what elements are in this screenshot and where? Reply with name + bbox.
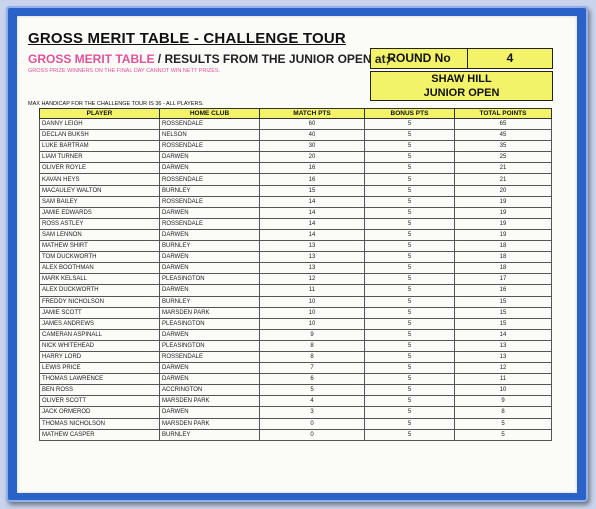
venue-box (370, 71, 553, 101)
bonus-pts-cell: 5 (365, 340, 455, 351)
table-row (40, 119, 552, 130)
match-pts-cell: 14 (260, 207, 365, 218)
club-cell: PLEASINGTON (160, 274, 260, 285)
match-pts-cell: 9 (260, 329, 365, 340)
round-box (370, 48, 553, 69)
club-cell: PLEASINGTON (160, 318, 260, 329)
venue-line-1: SHAW HILL (431, 73, 492, 85)
player-cell: KAVAN HEYS (40, 174, 160, 185)
player-cell: JAMIE EDWARDS (40, 207, 160, 218)
bonus-pts-cell: 5 (365, 274, 455, 285)
bonus-pts-cell: 5 (365, 429, 455, 440)
player-cell: MACAULEY WALTON (40, 185, 160, 196)
table-row (40, 207, 552, 218)
match-pts-cell: 20 (260, 152, 365, 163)
player-cell: HARRY LORD (40, 351, 160, 362)
club-cell: BURNLEY (160, 241, 260, 252)
match-pts-cell: 16 (260, 163, 365, 174)
table-row (40, 263, 552, 274)
player-cell: FREDDY NICHOLSON (40, 296, 160, 307)
club-cell: DARWEN (160, 263, 260, 274)
player-cell: LIAM TURNER (40, 152, 160, 163)
bonus-pts-cell: 5 (365, 141, 455, 152)
match-pts-cell: 10 (260, 318, 365, 329)
club-cell: BURNLEY (160, 296, 260, 307)
club-cell: BURNLEY (160, 185, 260, 196)
table-row (40, 152, 552, 163)
player-cell: MATHEW CASPER (40, 429, 160, 440)
total-points-cell: 13 (455, 351, 552, 362)
table-header-row (40, 109, 552, 119)
club-cell: DARWEN (160, 229, 260, 240)
prize-note: GROSS PRIZE WINNERS ON THE FINAL DAY CANNOT WIN NETT PRIZES. (28, 68, 221, 74)
club-cell: ROSSENDALE (160, 351, 260, 362)
bonus-pts-cell: 5 (365, 130, 455, 141)
total-points-cell: 65 (455, 119, 552, 130)
bonus-pts-cell: 5 (365, 252, 455, 263)
total-points-cell: 16 (455, 285, 552, 296)
player-cell: OLIVER SCOTT (40, 396, 160, 407)
table-row (40, 218, 552, 229)
handicap-note: MAX HANDICAP FOR THE CHALLENGE TOUR IS 36 - ALL PLAYERS. (28, 101, 204, 107)
match-pts-cell: 4 (260, 396, 365, 407)
player-cell: LUKE BARTRAM (40, 141, 160, 152)
match-pts-cell: 6 (260, 374, 365, 385)
table-row (40, 141, 552, 152)
club-cell: DARWEN (160, 285, 260, 296)
table-row (40, 296, 552, 307)
player-cell: MATHEW SHIRT (40, 241, 160, 252)
total-points-cell: 20 (455, 185, 552, 196)
bonus-pts-cell: 5 (365, 185, 455, 196)
table-row (40, 252, 552, 263)
club-cell: DARWEN (160, 207, 260, 218)
table-row (40, 363, 552, 374)
match-pts-cell: 3 (260, 407, 365, 418)
bonus-pts-cell: 5 (365, 174, 455, 185)
total-points-cell: 19 (455, 218, 552, 229)
total-points-cell: 13 (455, 340, 552, 351)
table-row (40, 174, 552, 185)
club-cell: MARSDEN PARK (160, 396, 260, 407)
player-cell: NICK WHITEHEAD (40, 340, 160, 351)
table-row (40, 429, 552, 440)
venue-line-2: JUNIOR OPEN (423, 87, 500, 99)
round-number: 4 (506, 51, 514, 65)
bonus-pts-cell: 5 (365, 296, 455, 307)
column-header-total-points: TOTAL POINTS (455, 109, 552, 119)
bonus-pts-cell: 5 (365, 318, 455, 329)
club-cell: NELSON (160, 130, 260, 141)
player-cell: ALEX BOOTHMAN (40, 263, 160, 274)
match-pts-cell: 10 (260, 296, 365, 307)
match-pts-cell: 60 (260, 119, 365, 130)
bonus-pts-cell: 5 (365, 407, 455, 418)
total-points-cell: 8 (455, 407, 552, 418)
total-points-cell: 15 (455, 296, 552, 307)
match-pts-cell: 30 (260, 141, 365, 152)
table-row (40, 241, 552, 252)
player-cell: LEWIS PRICE (40, 363, 160, 374)
player-cell: ALEX DUCKWORTH (40, 285, 160, 296)
match-pts-cell: 7 (260, 363, 365, 374)
table-row (40, 229, 552, 240)
subtitle-text: / RESULTS FROM THE JUNIOR OPEN at;- (154, 52, 394, 66)
match-pts-cell: 16 (260, 174, 365, 185)
match-pts-cell: 12 (260, 274, 365, 285)
match-pts-cell: 15 (260, 185, 365, 196)
column-header-match-pts: MATCH PTS (260, 109, 365, 119)
total-points-cell: 10 (455, 385, 552, 396)
table-row (40, 163, 552, 174)
total-points-cell: 18 (455, 252, 552, 263)
total-points-cell: 19 (455, 229, 552, 240)
player-cell: CAMERAN ASPINALL (40, 329, 160, 340)
player-cell: DANNY LEIGH (40, 119, 160, 130)
match-pts-cell: 5 (260, 385, 365, 396)
club-cell: DARWEN (160, 152, 260, 163)
club-cell: DARWEN (160, 374, 260, 385)
total-points-cell: 25 (455, 152, 552, 163)
club-cell: DARWEN (160, 329, 260, 340)
total-points-cell: 9 (455, 396, 552, 407)
player-cell: DECLAN BUKSH (40, 130, 160, 141)
match-pts-cell: 40 (260, 130, 365, 141)
total-points-cell: 12 (455, 363, 552, 374)
table-row (40, 340, 552, 351)
bonus-pts-cell: 5 (365, 152, 455, 163)
match-pts-cell: 0 (260, 418, 365, 429)
club-cell: DARWEN (160, 363, 260, 374)
bonus-pts-cell: 5 (365, 119, 455, 130)
total-points-cell: 21 (455, 174, 552, 185)
bonus-pts-cell: 5 (365, 418, 455, 429)
match-pts-cell: 13 (260, 252, 365, 263)
total-points-cell: 18 (455, 241, 552, 252)
player-cell: THOMAS LAWRENCE (40, 374, 160, 385)
club-cell: DARWEN (160, 407, 260, 418)
results-subtitle (28, 52, 394, 66)
total-points-cell: 5 (455, 418, 552, 429)
club-cell: PLEASINGTON (160, 340, 260, 351)
match-pts-cell: 14 (260, 218, 365, 229)
table-row (40, 407, 552, 418)
player-cell: THOMAS NICHOLSON (40, 418, 160, 429)
bonus-pts-cell: 5 (365, 374, 455, 385)
player-cell: OLIVER ROYLE (40, 163, 160, 174)
total-points-cell: 14 (455, 329, 552, 340)
bonus-pts-cell: 5 (365, 363, 455, 374)
bonus-pts-cell: 5 (365, 285, 455, 296)
table-row (40, 307, 552, 318)
total-points-cell: 11 (455, 374, 552, 385)
table-row (40, 351, 552, 362)
table-row (40, 185, 552, 196)
player-cell: SAM BAILEY (40, 196, 160, 207)
player-cell: BEN ROSS (40, 385, 160, 396)
match-pts-cell: 8 (260, 351, 365, 362)
club-cell: DARWEN (160, 252, 260, 263)
bonus-pts-cell: 5 (365, 241, 455, 252)
column-header-bonus-pts: BONUS PTS (365, 109, 455, 119)
table-row (40, 285, 552, 296)
column-header-club: HOME CLUB (160, 109, 260, 119)
match-pts-cell: 13 (260, 263, 365, 274)
bonus-pts-cell: 5 (365, 207, 455, 218)
table-body (40, 119, 552, 441)
player-cell: JACK ORMEROD (40, 407, 160, 418)
player-cell: JAMIE SCOTT (40, 307, 160, 318)
total-points-cell: 19 (455, 207, 552, 218)
match-pts-cell: 10 (260, 307, 365, 318)
player-cell: TOM DUCKWORTH (40, 252, 160, 263)
total-points-cell: 21 (455, 163, 552, 174)
match-pts-cell: 13 (260, 241, 365, 252)
match-pts-cell: 14 (260, 229, 365, 240)
table-row (40, 274, 552, 285)
bonus-pts-cell: 5 (365, 263, 455, 274)
club-cell: ROSSENDALE (160, 119, 260, 130)
table-row (40, 418, 552, 429)
table-row (40, 374, 552, 385)
table-row (40, 329, 552, 340)
club-cell: MARSDEN PARK (160, 418, 260, 429)
club-cell: BURNLEY (160, 429, 260, 440)
bonus-pts-cell: 5 (365, 351, 455, 362)
match-pts-cell: 8 (260, 340, 365, 351)
player-cell: JAMES ANDREWS (40, 318, 160, 329)
bonus-pts-cell: 5 (365, 385, 455, 396)
match-pts-cell: 11 (260, 285, 365, 296)
page-title: GROSS MERIT TABLE - CHALLENGE TOUR (28, 30, 346, 47)
total-points-cell: 45 (455, 130, 552, 141)
match-pts-cell: 0 (260, 429, 365, 440)
player-cell: SAM LENNON (40, 229, 160, 240)
bonus-pts-cell: 5 (365, 229, 455, 240)
bonus-pts-cell: 5 (365, 218, 455, 229)
player-cell: ROSS ASTLEY (40, 218, 160, 229)
table-row (40, 318, 552, 329)
round-label: ROUND No (371, 49, 468, 68)
club-cell: ROSSENDALE (160, 196, 260, 207)
bonus-pts-cell: 5 (365, 196, 455, 207)
total-points-cell: 15 (455, 318, 552, 329)
club-cell: ROSSENDALE (160, 141, 260, 152)
bonus-pts-cell: 5 (365, 329, 455, 340)
bonus-pts-cell: 5 (365, 307, 455, 318)
table-row (40, 196, 552, 207)
bonus-pts-cell: 5 (365, 163, 455, 174)
club-cell: ACCRINGTON (160, 385, 260, 396)
total-points-cell: 15 (455, 307, 552, 318)
match-pts-cell: 14 (260, 196, 365, 207)
bonus-pts-cell: 5 (365, 396, 455, 407)
column-header-player: PLAYER (40, 109, 160, 119)
club-cell: MARSDEN PARK (160, 307, 260, 318)
total-points-cell: 17 (455, 274, 552, 285)
player-cell: MARK KELSALL (40, 274, 160, 285)
club-cell: DARWEN (160, 163, 260, 174)
total-points-cell: 18 (455, 263, 552, 274)
table-row (40, 396, 552, 407)
total-points-cell: 5 (455, 429, 552, 440)
table-row (40, 385, 552, 396)
club-cell: ROSSENDALE (160, 174, 260, 185)
merit-table (39, 108, 552, 441)
subtitle-highlight: GROSS MERIT TABLE (28, 52, 155, 66)
total-points-cell: 35 (455, 141, 552, 152)
table-row (40, 130, 552, 141)
total-points-cell: 19 (455, 196, 552, 207)
club-cell: ROSSENDALE (160, 218, 260, 229)
